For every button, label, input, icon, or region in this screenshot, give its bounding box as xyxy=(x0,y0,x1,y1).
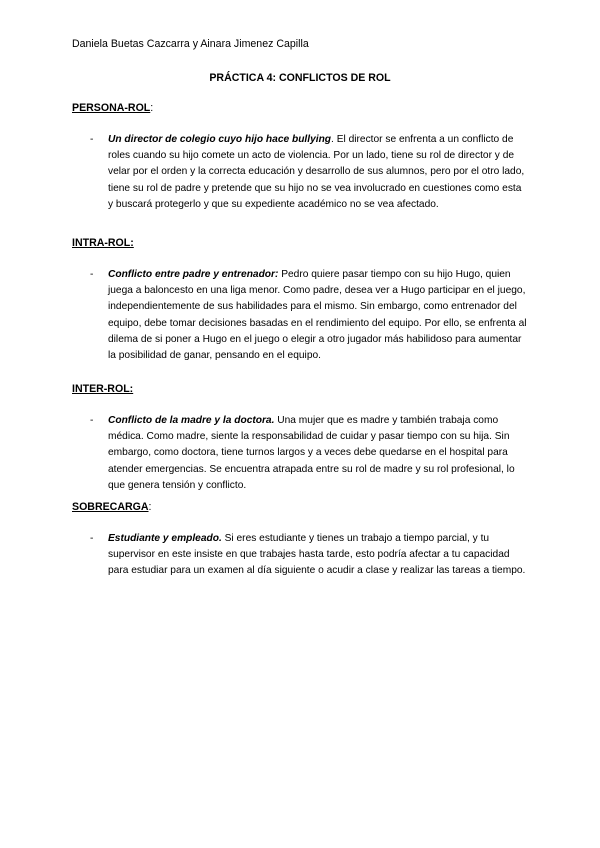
bullet-dash: - xyxy=(90,269,94,280)
list-item xyxy=(72,267,528,364)
section-heading xyxy=(72,500,528,514)
list-item xyxy=(72,413,528,494)
item-lead: Conflicto de la madre y la doctora. xyxy=(108,415,275,426)
bullet-dash: - xyxy=(90,134,94,145)
item-lead: Estudiante y empleado. xyxy=(108,533,222,544)
item-text: Pedro quiere pasar tiempo con su hijo Hugo, quien juega a baloncesto en una liga menor. Como padre, desea ver a Hugo participar en el juego, independientemente de sus habilidades para el mismo. Sin embargo, como entrenador del equipo, debe tomar decisiones basadas en el rendimiento del equipo. Por ello, se enfrenta al dilema de si poner a Hugo en el juego o elegir a otro jugador más habilidoso para aumentar la posibilidad de ganar, pensando en el equipo. xyxy=(108,269,527,362)
section-intra-rol xyxy=(72,236,528,364)
list-item xyxy=(72,132,528,213)
heading-text: INTRA-ROL: xyxy=(72,237,134,249)
item-lead: Un director de colegio cuyo hijo hace bullying xyxy=(108,134,332,145)
heading-suffix: : xyxy=(150,102,154,114)
item-text: Si eres estudiante y tienes un trabajo a tiempo parcial, y tu supervisor en este insiste en que trabajes hasta tarde, esto podría afectar a tu capacidad para estudiar para un examen al día siguiente o acudir a clase y realizar las tareas a tiempo. xyxy=(108,533,526,577)
section-heading xyxy=(72,236,528,250)
bullet-dash: - xyxy=(90,415,94,426)
bullet-dash: - xyxy=(90,533,94,544)
list-item xyxy=(72,531,528,580)
section-sobrecarga xyxy=(72,500,528,580)
item-text: . El director se enfrenta a un conflicto de roles cuando su hijo comete un acto de violencia. Por un lado, tiene su rol de director y de velar por el orden y la correcta educación y desarrollo de sus alumnos, pero por el otro lado, tiene su rol de padre y pretende que su hijo no se vea involucrado en cuestiones como esta y buscará protegerlo y que su expediente académico no se vea afectado. xyxy=(108,134,525,210)
item-lead: Conflicto entre padre y entrenador: xyxy=(108,269,279,280)
page-title: PRÁCTICA 4: CONFLICTOS DE ROL xyxy=(209,72,391,84)
author-line: Daniela Buetas Cazcarra y Ainara Jimenez Capilla xyxy=(72,38,309,50)
section-inter-rol xyxy=(72,382,528,494)
heading-text: INTER-ROL: xyxy=(72,383,134,395)
section-heading xyxy=(72,101,528,115)
section-persona-rol xyxy=(72,101,528,213)
heading-text: PERSONA-ROL xyxy=(72,102,151,114)
heading-suffix: : xyxy=(148,501,152,513)
section-heading xyxy=(72,382,528,396)
heading-text: SOBRECARGA xyxy=(72,501,149,513)
item-text: Una mujer que es madre y también trabaja como médica. Como madre, siente la responsabilidad de cuidar y pasar tiempo con su hija. Sin embargo, como doctora, tiene turnos largos y a veces debe quedarse en el hospital para atender emergencias. Se encuentra atrapada entre su rol de madre y su rol profesional, lo que genera tensión y conflicto. xyxy=(108,415,515,491)
